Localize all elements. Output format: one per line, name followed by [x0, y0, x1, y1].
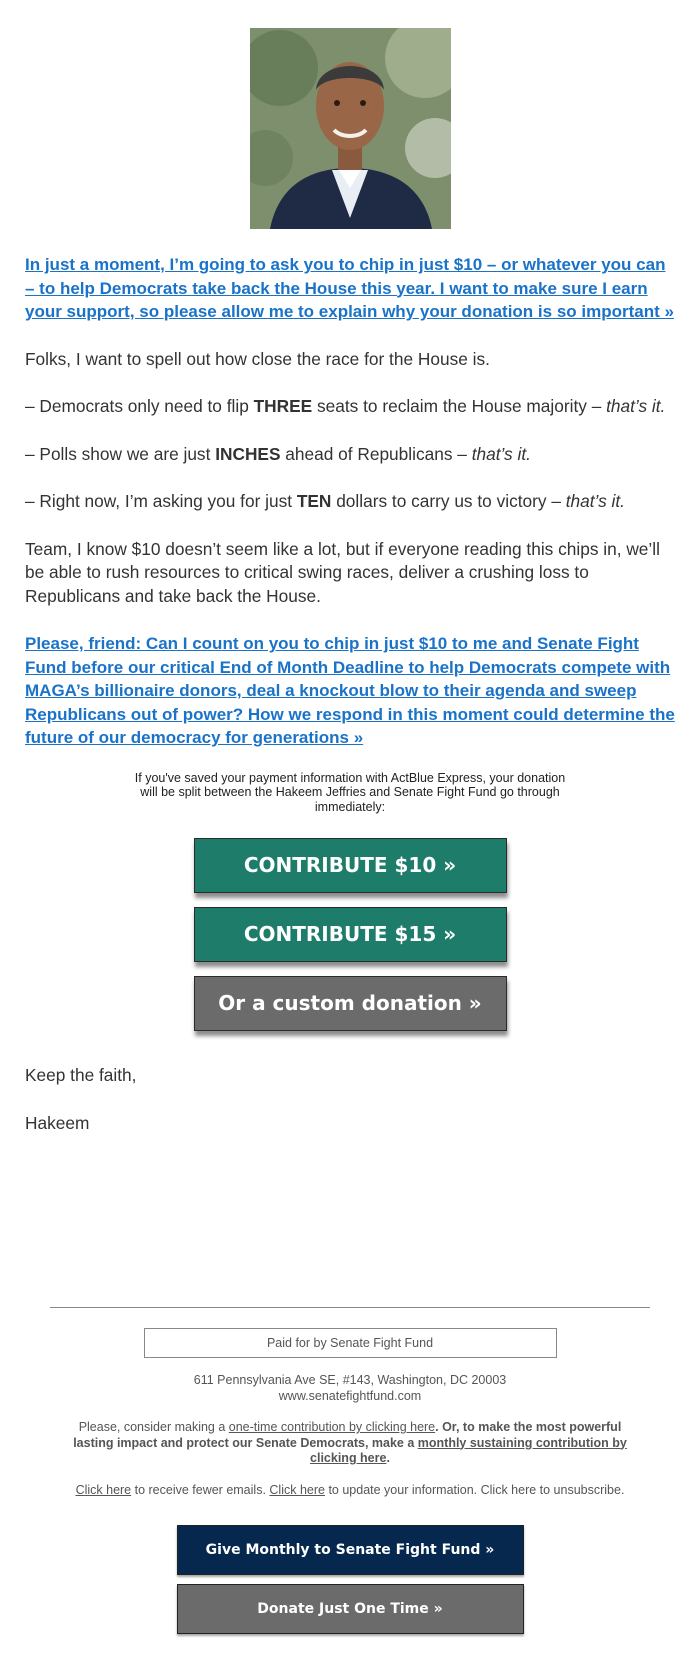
emphasis-thats-it: that’s it.	[606, 396, 666, 416]
signoff-line: Keep the faith,	[25, 1065, 137, 1085]
text-segment: – Right now, I’m asking you for just	[25, 491, 297, 511]
paragraph-three-seats	[25, 395, 675, 419]
footer	[0, 1307, 700, 1634]
text-segment: seats to reclaim the House majority –	[312, 396, 607, 416]
actblue-express-note: If you've saved your payment information with ActBlue Express, your donation will be split between the Hakeem Jeffries and Senate Fight Fund go through immediately:	[134, 770, 566, 814]
fewer-emails-link[interactable]: Click here	[75, 1482, 132, 1497]
signature-name: Hakeem	[25, 1112, 90, 1133]
mailing-address: 611 Pennsylvania Ave SE, #143, Washington, DC 20003	[193, 1373, 507, 1387]
emphasis-inches: INCHES	[215, 443, 281, 464]
emphasis-thats-it: that’s it.	[471, 443, 531, 464]
cta-donate-link[interactable]: Please, friend: Can I count on you to chip in just $10 to me and Senate Fight Fund before our critical End of Month Deadline to help Democrats compete with MAGA’s billionaire donors, deal a knockout blow to their agenda and sweep Republicans out of power? How we respond in this moment could determine the future of our democracy for generations »	[25, 634, 675, 747]
footer-address-block	[0, 1372, 700, 1404]
update-info-link[interactable]: Click here	[269, 1482, 325, 1497]
donate-once-button[interactable]: Donate Just One Time »	[177, 1584, 524, 1634]
contribute-15-button[interactable]: CONTRIBUTE $15 »	[194, 907, 507, 962]
emphasis-thats-it: that’s it.	[565, 491, 625, 511]
emphasis-ten: TEN	[296, 491, 332, 511]
text-segment-bold: .	[386, 1451, 390, 1465]
paragraph-polls	[25, 443, 675, 467]
emphasis-three: THREE	[253, 396, 313, 416]
lead-donate-link[interactable]: In just a moment, I’m going to ask you to chip in just $10 – or whatever you can – to help Democrats take back the House this year. I want to make sure I earn your support, so please allow me to explain why your donation is so important »	[25, 255, 674, 321]
photo-container	[0, 0, 700, 234]
one-time-contribution-link[interactable]: one-time contribution by clicking here	[228, 1420, 436, 1434]
text-segment: – Democrats only need to flip	[25, 396, 254, 416]
text-segment: to receive fewer emails.	[131, 1482, 270, 1497]
contribute-10-button[interactable]: CONTRIBUTE $10 »	[194, 838, 507, 893]
text-segment: Please, consider making a	[78, 1420, 229, 1434]
text-segment: to update your information. Click here to unsubscribe.	[324, 1482, 625, 1497]
give-monthly-button[interactable]: Give Monthly to Senate Fight Fund »	[177, 1525, 524, 1575]
text-segment: – Polls show we are just	[25, 443, 216, 464]
website-text: www.senatefightfund.com	[278, 1389, 422, 1403]
paragraph-intro: Folks, I want to spell out how close the race for the House is.	[25, 348, 490, 369]
paid-for-disclaimer: Paid for by Senate Fight Fund	[144, 1328, 557, 1358]
email-body	[0, 253, 700, 1135]
text-segment: ahead of Republicans –	[280, 443, 472, 464]
donation-buttons	[25, 838, 675, 1031]
paragraph-team: Team, I know $10 doesn’t seem like a lot, but if everyone reading this chips in, we’ll be able to rush resources to critical swing races, deliver a crushing loss to Republicans and take back the House.	[25, 538, 660, 606]
monthly-contribution-link[interactable]: monthly sustaining contribution by clicking here	[310, 1435, 627, 1465]
email-preferences	[0, 1483, 700, 1497]
paragraph-ten-dollars	[25, 490, 675, 514]
custom-donation-button[interactable]: Or a custom donation »	[194, 976, 507, 1031]
text-segment: dollars to carry us to victory –	[331, 491, 566, 511]
footer-divider	[50, 1307, 650, 1308]
hakeem-photo	[250, 28, 451, 229]
contribution-prompt	[70, 1420, 630, 1467]
text-segment-bold: . Or, to make the most powerful lasting impact and protect our Senate Democrats, make a	[73, 1420, 622, 1450]
